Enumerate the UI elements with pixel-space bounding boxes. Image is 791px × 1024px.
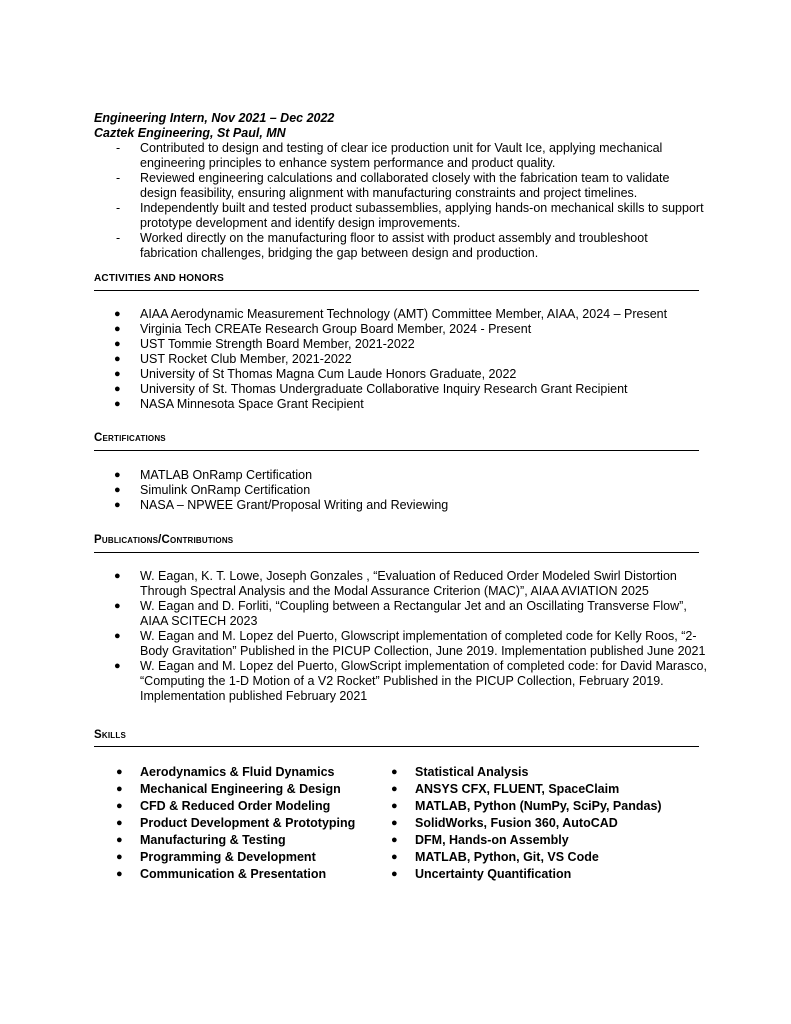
list-item: ● W. Eagan and D. Forliti, “Coupling between a Rectangular Jet and an Oscillating Transverse Flow”, AIAA SCITECH 2023	[114, 599, 687, 628]
list-item: - Contributed to design and testing of clear ice production unit for Vault Ice, applying mechanical engineering principles to enhance system performance and product quality.	[116, 141, 663, 170]
section-divider	[94, 450, 699, 451]
bullet-icon: ●	[116, 817, 123, 829]
bullet-icon: ●	[116, 783, 123, 795]
bullet-icon: ●	[114, 630, 121, 642]
list-item: - Independently built and tested product subassemblies, applying hands-on mechanical skills to support prototype development and identify design improvements.	[116, 201, 704, 230]
list-item: ● University of St Thomas Magna Cum Laude Honors Graduate, 2022	[114, 367, 517, 381]
section-heading-publications: Publications/Contributions	[94, 534, 234, 546]
list-item: ● NASA – NPWEE Grant/Proposal Writing and Reviewing	[114, 498, 449, 512]
certifications-list	[94, 468, 714, 513]
skills-list-right	[391, 764, 662, 883]
list-item: ● UST Tommie Strength Board Member, 2021-2022	[114, 337, 415, 351]
list-item: ● SolidWorks, Fusion 360, AutoCAD	[391, 816, 618, 830]
dash-marker: -	[116, 141, 121, 155]
section-heading-activities: ACTIVITIES AND HONORS	[94, 273, 224, 284]
bullet-icon: ●	[114, 383, 121, 395]
list-item: ● W. Eagan, K. T. Lowe, Joseph Gonzales , “Evaluation of Reduced Order Modeled Swirl Distortion Through Spectral Analysis and the Modal Assurance Criterion (MAC)”, AIAA AVIATION 2025	[114, 569, 677, 598]
bullet-icon: ●	[114, 338, 121, 350]
bullet-icon: ●	[391, 851, 398, 863]
bullet-icon: ●	[116, 834, 123, 846]
list-item: ● Uncertainty Quantification	[391, 867, 572, 881]
dash-marker: -	[116, 171, 121, 185]
activities-list	[94, 307, 714, 412]
list-item: - Reviewed engineering calculations and collaborated closely with the fabrication team to validate design feasibility, ensuring alignment with manufacturing constraints and project timelines.	[116, 171, 670, 200]
bullet-icon: ●	[116, 800, 123, 812]
bullet-icon: ●	[391, 817, 398, 829]
experience-bullets	[94, 141, 704, 261]
skills-list-left	[116, 764, 355, 883]
bullet-icon: ●	[391, 834, 398, 846]
list-item: ● AIAA Aerodynamic Measurement Technology (AMT) Committee Member, AIAA, 2024 – Present	[114, 307, 668, 321]
dash-marker: -	[116, 231, 121, 245]
list-item: ● University of St. Thomas Undergraduate Collaborative Inquiry Research Grant Recipient	[114, 382, 628, 396]
section-divider	[94, 552, 699, 553]
list-item: ● Product Development & Prototyping	[116, 816, 356, 830]
bullet-icon: ●	[114, 323, 121, 335]
list-item: ● Mechanical Engineering & Design	[116, 782, 341, 796]
list-item: ● Aerodynamics & Fluid Dynamics	[116, 765, 335, 779]
section-heading-certifications: Certifications	[94, 432, 166, 444]
bullet-icon: ●	[114, 600, 121, 612]
list-item: ● Simulink OnRamp Certification	[114, 483, 311, 497]
list-item: ● MATLAB, Python, Git, VS Code	[391, 850, 599, 864]
bullet-icon: ●	[114, 398, 121, 410]
list-item: ● MATLAB OnRamp Certification	[114, 468, 313, 482]
bullet-icon: ●	[391, 868, 398, 880]
list-item: - Worked directly on the manufacturing floor to assist with product assembly and troubleshoot fabrication challenges, bridging the gap between design and production.	[116, 231, 648, 260]
bullet-icon: ●	[391, 766, 398, 778]
list-item: ● W. Eagan and M. Lopez del Puerto, GlowScript implementation of completed code: for David Marasco, “Computing the 1-D Motion of a V2 Rocket” Published in the PICUP Collection, February 2019. Implementation published February 2021	[114, 659, 707, 703]
section-divider	[94, 290, 699, 291]
bullet-icon: ●	[114, 308, 121, 320]
publications-list	[94, 569, 714, 704]
list-item: ● NASA Minnesota Space Grant Recipient	[114, 397, 364, 411]
list-item: ● W. Eagan and M. Lopez del Puerto, Glowscript implementation of completed code for Kelly Roos, “2-Body Gravitation” Published in the PICUP Collection, June 2019. Implementation published June 2021	[114, 629, 706, 658]
list-item: ● Manufacturing & Testing	[116, 833, 286, 847]
list-item: ● Virginia Tech CREATe Research Group Board Member, 2024 - Present	[114, 322, 532, 336]
list-item: ● Communication & Presentation	[116, 867, 327, 881]
list-item: ● UST Rocket Club Member, 2021-2022	[114, 352, 352, 366]
list-item: ● ANSYS CFX, FLUENT, SpaceClaim	[391, 782, 620, 796]
job-company: Caztek Engineering, St Paul, MN	[94, 126, 286, 140]
bullet-icon: ●	[116, 766, 123, 778]
bullet-icon: ●	[116, 868, 123, 880]
bullet-icon: ●	[114, 660, 121, 672]
bullet-icon: ●	[116, 851, 123, 863]
section-divider	[94, 746, 699, 747]
dash-marker: -	[116, 201, 121, 215]
bullet-icon: ●	[391, 783, 398, 795]
list-item: ● MATLAB, Python (NumPy, SciPy, Pandas)	[391, 799, 662, 813]
bullet-icon: ●	[114, 469, 121, 481]
bullet-icon: ●	[114, 499, 121, 511]
list-item: ● Statistical Analysis	[391, 765, 529, 779]
list-item: ● CFD & Reduced Order Modeling	[116, 799, 331, 813]
list-item: ● Programming & Development	[116, 850, 316, 864]
list-item: ● DFM, Hands-on Assembly	[391, 833, 569, 847]
section-heading-skills: Skills	[94, 729, 126, 741]
bullet-icon: ●	[114, 353, 121, 365]
bullet-icon: ●	[114, 570, 121, 582]
bullet-icon: ●	[114, 368, 121, 380]
job-title: Engineering Intern, Nov 2021 – Dec 2022	[94, 111, 335, 125]
bullet-icon: ●	[391, 800, 398, 812]
bullet-icon: ●	[114, 484, 121, 496]
